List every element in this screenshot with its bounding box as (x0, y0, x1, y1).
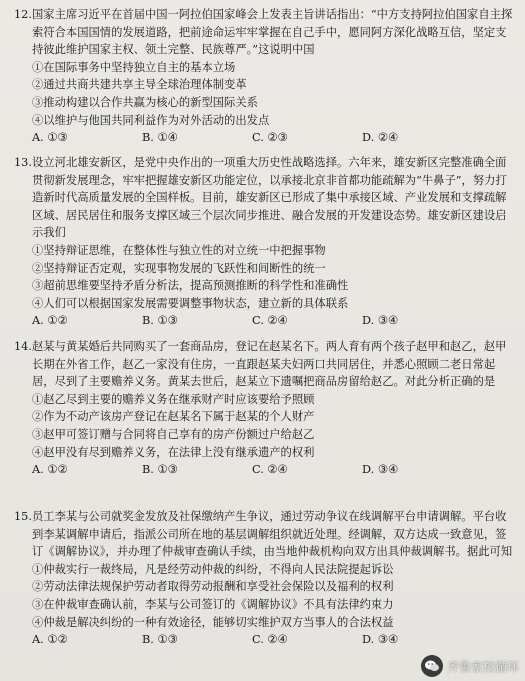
choice-d: D. ③④ (362, 314, 399, 328)
option-3: ③推动构建以合作共赢为核心的新型国际关系 (32, 95, 258, 109)
question-stem: 国家主席习近平在首届中国一阿拉伯国家峰会上发表主旨讲话指出：“中方支持阿拉伯国家自主探索符合本国国情的发展道路，把前途命运牢牢掌握在自己手中，愿同阿方深化战略互信，坚定支持彼此维护国家主权、领土完整、民族尊严。”这说明中国 (32, 8, 513, 57)
question-number: 15. (14, 510, 32, 523)
choice-b: B. ①③ (142, 314, 178, 328)
choice-b: B. ①③ (142, 463, 178, 477)
option-3: ③赵甲可签订赠与合同将自己享有的房产份额过户给赵乙 (32, 427, 315, 441)
question-stem: 设立河北雄安新区，是党中央作出的一项重大历史性战略选择。六年来，雄安新区完整准确全面贯彻新发展理念，牢牢把握雄安新区功能定位，以承接北京非首都功能疏解为“牛鼻子”，努力打造新时代高质量发展的全国样板。目前，雄安新区已形成了集中承接区域、产业发展和支撑疏解区域、居民居住和服务支撑区域三个层次同步推进、融合发展的开发建设态势。雄安新区建设启示我们 (32, 156, 507, 240)
option-1: ①在国际事务中坚持独立自主的基本立场 (32, 60, 236, 74)
option-1: ①仲裁实行一裁终局，凡是经劳动仲裁的纠纷，不得向人民法院提起诉讼 (32, 562, 394, 576)
choice-c: C. ②④ (252, 633, 288, 647)
option-4: ④以维护与他国共同利益作为对外活动的出发点 (32, 113, 270, 127)
question-13 (14, 154, 515, 330)
question-12 (14, 6, 515, 147)
answer-choices (32, 129, 515, 147)
option-2: ②劳动法律法规保护劳动者取得劳动报酬和享受社会保险以及福利的权利 (32, 580, 394, 594)
choice-a: A. ①② (32, 633, 68, 647)
choice-c: C. ②④ (252, 314, 288, 328)
option-4: ④仲裁是解决纠纷的一种有效途径，能够切实维护双方当事人的合法权益 (32, 615, 394, 629)
option-2: ②坚持辩证否定观，实现事物发展的飞跃性和间断性的统一 (32, 261, 326, 275)
question-number: 12. (14, 8, 32, 21)
wechat-logo-icon (421, 655, 443, 677)
choice-a: A. ①③ (32, 131, 68, 145)
choice-d: D. ②④ (362, 131, 399, 145)
choice-b: B. ①④ (142, 131, 178, 145)
option-3: ③超前思维要坚持矛盾分析法，提高预测推断的科学性和准确性 (32, 279, 349, 293)
choice-d: D. ③④ (362, 463, 399, 477)
answer-choices (32, 631, 515, 649)
answer-choices (32, 312, 515, 330)
option-3: ③在仲裁审查确认前，李某与公司签订的《调解协议》不具有法律约束力 (32, 597, 394, 611)
answer-choices (32, 461, 515, 479)
question-number: 13. (14, 156, 32, 169)
choice-c: C. ②③ (252, 131, 288, 145)
choice-a: A. ①② (32, 314, 68, 328)
choice-a: A. ①② (32, 463, 68, 477)
option-2: ②作为不动产该房产登记在赵某名下属于赵某的个人财产 (32, 410, 315, 424)
option-4: ④人们可以根据国家发展需要调整事物状态，建立新的具体联系 (32, 296, 349, 310)
choice-b: B. ①③ (142, 633, 178, 647)
watermark (421, 655, 519, 677)
question-stem: 赵某与黄某婚后共同购买了一套商品房，登记在赵某名下。两人育有两个孩子赵甲和赵乙，赵甲长期在外省工作，赵乙一家没有住房，一直跟赵某夫妇两口共同居住，并悉心照顾二老日常起居，尽到了主要赡养义务。黄某去世后，赵某立下遗嘱把商品房留给赵乙。对此分析正确的是 (32, 340, 507, 389)
option-1: ①赵乙尽到主要的赡养义务在继承财产时应该要给予照顾 (32, 392, 315, 406)
option-4: ④赵甲没有尽到赡养义务，在法律上没有继承遗产的权利 (32, 445, 315, 459)
option-1: ①坚持辩证思维，在整体性与独立性的对立统一中把握事物 (32, 243, 326, 257)
choice-d: D. ③④ (362, 633, 399, 647)
question-15 (14, 508, 515, 649)
option-2: ②通过共商共建共享主导全球治理体制变革 (32, 78, 247, 92)
question-stem: 员工李某与公司就奖金发放及社保缴纳产生争议，通过劳动争议在线调解平台申请调解。平台收到李某调解申请后，指派公司所在地的基层调解组织就近处理。经调解，双方达成一致意见，签订《调解协议》，并办理了仲裁审查确认手续，由当地仲裁机构向双方出具仲裁调解书。据此可知 (32, 510, 513, 559)
choice-c: C. ②④ (252, 463, 288, 477)
question-14 (14, 338, 515, 479)
question-number: 14. (14, 340, 32, 353)
watermark-text: 齐鲁家校循环 (446, 659, 519, 674)
